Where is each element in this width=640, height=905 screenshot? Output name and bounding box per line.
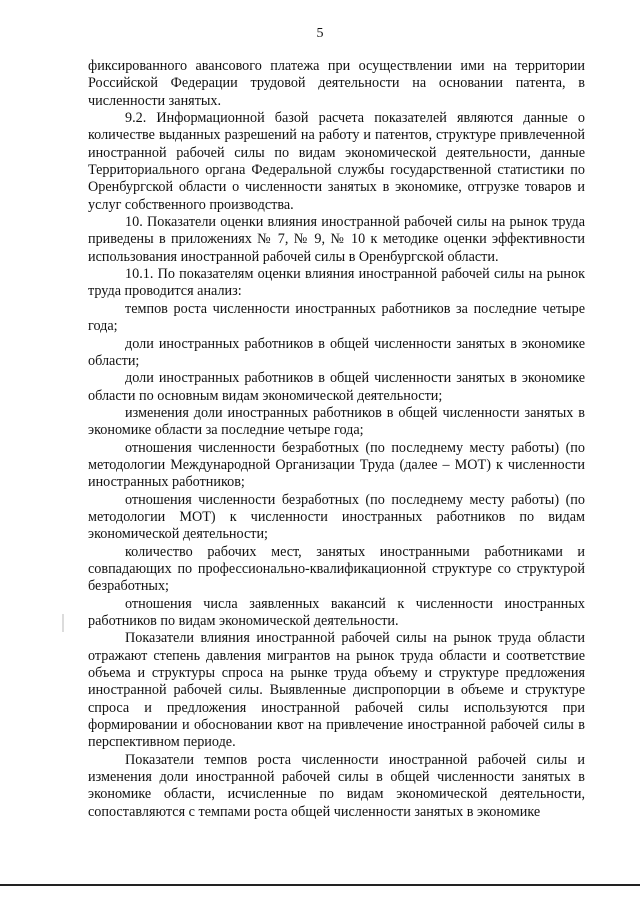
paragraph: отношения численности безработных (по последнему месту работы) (по методологии МОТ) к численности иностранных работников по видам экономической деятельности;: [88, 491, 585, 543]
paragraph: темпов роста численности иностранных работников за последние четыре года;: [88, 300, 585, 335]
margin-mark: [62, 614, 64, 632]
paragraph: 10. Показатели оценки влияния иностранной рабочей силы на рынок труда приведены в приложениях № 7, № 9, № 10 к методике оценки эффективности использования иностранной рабочей силы в Оренбургской области.: [88, 214, 585, 265]
document-body: [88, 58, 585, 821]
paragraph: 10.1. По показателям оценки влияния иностранной рабочей силы на рынок труда проводится анализ:: [88, 266, 585, 300]
paragraph: Показатели влияния иностранной рабочей силы на рынок труда области отражают степень давления мигрантов на рынок труда области и соответствие объема и структуры спроса на рынке труда объему и структуре предложения иностранной рабочей силы. Выявленные диспропорции в объеме и структуре спроса и предложения иностранной рабочей силы используются при формировании и обосновании квот на привлечение иностранной рабочей силы в перспективном периоде.: [88, 630, 585, 751]
paragraph: изменения доли иностранных работников в общей численности занятых в экономике области за последние четыре года;: [88, 404, 585, 439]
paragraph: доли иностранных работников в общей численности занятых в экономике области по основным видам экономической деятельности;: [88, 370, 585, 404]
paragraph: доли иностранных работников в общей численности занятых в экономике области;: [88, 335, 585, 369]
paragraph: 9.2. Информационной базой расчета показателей являются данные о количестве выданных разрешений на работу и патентов, структуре привлеченной иностранной рабочей силы по видам экономической деятельности, данные Территориального органа Федеральной службы государственной статистики по Оренбургской области о численности занятых в экономике, отгрузке товаров и услуг собственного производства.: [88, 110, 585, 213]
bottom-rule: [0, 884, 640, 886]
page-number: 5: [316, 26, 324, 41]
paragraph: количество рабочих мест, занятых иностранными работниками и совпадающих по профессионально-квалификационной структуре со структурой безработных;: [88, 543, 585, 595]
paragraph: отношения числа заявленных вакансий к численности иностранных работников по видам экономической деятельности.: [88, 595, 585, 629]
paragraph: фиксированного авансового платежа при осуществлении ими на территории Российской Федерации трудовой деятельности на основании патента, в численности занятых.: [88, 58, 585, 109]
paragraph: отношения численности безработных (по последнему месту работы) (по методологии Международной Организации Труда (далее – МОТ) к численности иностранных работников;: [88, 439, 585, 491]
paragraph: Показатели темпов роста численности иностранной рабочей силы и изменения доли иностранной рабочей силы в общей численности занятых в экономике области, исчисленные по видам экономической деятельности, сопоставляются с темпами роста общей численности занятых в экономике: [88, 751, 585, 820]
